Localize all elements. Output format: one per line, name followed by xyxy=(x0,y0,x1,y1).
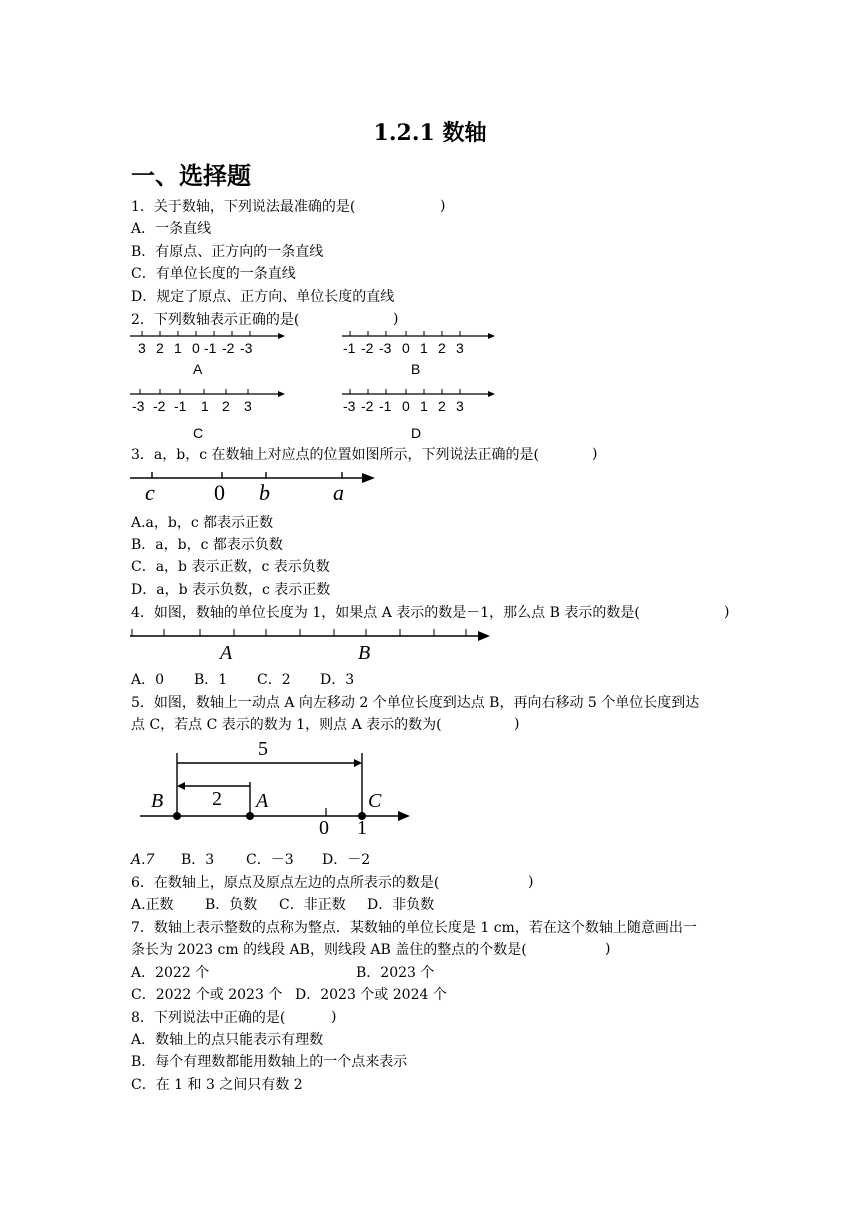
q2-a-label: 3 xyxy=(138,340,146,356)
q4-option-a: A．0 xyxy=(131,672,165,688)
q2-a-label: 2 xyxy=(156,340,164,356)
q2-c-label: -3 xyxy=(132,398,145,414)
q5-stem-line2: 点 C，若点 C 表示的数为 1，则点 A 表示的数为( xyxy=(131,717,442,733)
q2-d-label: 1 xyxy=(420,398,428,414)
q2-a-label: -1 xyxy=(204,340,217,356)
q2-b-letter: B xyxy=(411,361,421,377)
q6-options-row xyxy=(131,896,434,914)
q2-b-label: -1 xyxy=(343,340,356,356)
q2-b-label: 1 xyxy=(420,340,428,356)
q4-option-c: C．2 xyxy=(257,672,291,688)
q5-options-row xyxy=(131,851,370,869)
q5-tick-1: 1 xyxy=(357,817,367,839)
q2-c-letter: C xyxy=(193,425,204,441)
q3-label-c: c xyxy=(145,480,155,505)
q3-option-c: C．a，b 表示正数，c 表示负数 xyxy=(131,559,330,575)
q8-option-a: A．数轴上的点只能表示有理数 xyxy=(131,1032,324,1048)
q2-c-label: -1 xyxy=(174,398,187,414)
q5-label-5: 5 xyxy=(258,738,268,760)
q8-option-b: B．每个有理数都能用数轴上的一个点来表示 xyxy=(131,1054,408,1070)
q4-label-a: A xyxy=(220,642,233,664)
q3-close-paren: ) xyxy=(592,446,598,462)
q7-options-row2 xyxy=(131,986,447,1004)
q6-stem: 6．在数轴上，原点及原点左边的点所表示的数是( xyxy=(131,875,440,891)
q5-point-a: A xyxy=(256,790,269,812)
q4-options-row xyxy=(131,671,354,689)
q2-b-label: 0 xyxy=(402,340,410,356)
q6-close-paren: ) xyxy=(528,874,534,890)
q5-option-d: D．－2 xyxy=(322,852,371,868)
q2-a-label: 1 xyxy=(174,340,182,356)
q3-label-b: b xyxy=(259,480,270,505)
q4-option-d: D．3 xyxy=(320,672,355,688)
q1-option-c: C．有单位长度的一条直线 xyxy=(131,266,296,282)
q2-a-label: -2 xyxy=(222,340,235,356)
q2-b-label: 3 xyxy=(456,340,464,356)
q4-close-paren: ) xyxy=(724,604,730,620)
q2-d-label: -1 xyxy=(379,398,392,414)
q8-close-paren: ) xyxy=(331,1009,337,1025)
q5-point-b: B xyxy=(151,790,164,812)
q6-option-c: C．非正数 xyxy=(279,897,346,913)
q2-stem: 2．下列数轴表示正确的是( xyxy=(131,312,300,328)
q2-d-label: -3 xyxy=(343,398,356,414)
q5-option-b: B．3 xyxy=(181,852,215,868)
q3-label-a: a xyxy=(333,480,344,505)
q5-option-a: A.7 xyxy=(131,852,155,868)
q1-option-a: A．一条直线 xyxy=(131,221,212,237)
q2-c-label: 1 xyxy=(201,398,209,414)
q5-option-c: C．－3 xyxy=(246,852,294,868)
q3-stem: 3．a，b，c 在数轴上对应点的位置如图所示，下列说法正确的是( xyxy=(131,447,539,463)
q7-stem-line2: 条长为 2023 cm 的线段 AB，则线段 AB 盖住的整点的个数是( xyxy=(131,942,527,958)
q4-stem: 4．如图，数轴的单位长度为 1，如果点 A 表示的数是－1，那么点 B 表示的数是( xyxy=(131,605,640,621)
q8-stem: 8．下列说法中正确的是( xyxy=(131,1010,286,1026)
q1-option-d: D．规定了原点、正方向、单位长度的直线 xyxy=(131,289,395,305)
q5-close-paren: ) xyxy=(514,716,520,732)
q7-option-c: C．2022 个或 2023 个 xyxy=(131,987,283,1003)
q6-option-b: B．负数 xyxy=(205,897,258,913)
q2-b-label: -3 xyxy=(379,340,392,356)
q2-b-label: -2 xyxy=(361,340,374,356)
q2-c-label: 2 xyxy=(222,398,230,414)
q1-option-b: B．有原点、正方向的一条直线 xyxy=(131,244,324,260)
q7-option-b: B．2023 个 xyxy=(356,965,435,981)
q7-option-d: D．2023 个或 2024 个 xyxy=(295,987,447,1003)
q4-label-b: B xyxy=(358,642,371,664)
q7-stem-line1: 7．数轴上表示整数的点称为整点．某数轴的单位长度是 1 cm，若在这个数轴上随意画出一 xyxy=(131,920,697,936)
q3-option-a: A.a，b，c 都表示正数 xyxy=(131,515,274,531)
q2-d-label: 2 xyxy=(438,398,446,414)
q5-stem-line1: 5．如图，数轴上一动点 A 向左移动 2 个单位长度到达点 B，再向右移动 5 个单位长度到达 xyxy=(131,695,700,711)
q2-b-label: 2 xyxy=(438,340,446,356)
section-heading: 一、选择题 xyxy=(131,161,251,190)
q5-point-c: C xyxy=(368,790,382,812)
q3-option-d: D．a，b 表示负数，c 表示正数 xyxy=(131,582,331,598)
q2-a-label: -3 xyxy=(240,340,253,356)
q2-a-letter: A xyxy=(193,361,203,377)
q4-number-line xyxy=(128,626,494,644)
q2-d-label: 0 xyxy=(402,398,410,414)
page-title: 1.2.1 数轴 xyxy=(373,120,487,146)
q6-option-d: D．非负数 xyxy=(367,897,435,913)
q2-d-letter: D xyxy=(411,425,422,441)
q3-option-b: B．a，b，c 都表示负数 xyxy=(131,537,283,553)
q7-option-a: A．2022 个 xyxy=(131,965,210,981)
q7-close-paren: ) xyxy=(605,941,611,957)
q2-c-label: 3 xyxy=(244,398,252,414)
q5-tick-0: 0 xyxy=(319,817,329,839)
q1-stem: 1．关于数轴，下列说法最准确的是( xyxy=(131,199,356,215)
q1-close-paren: ) xyxy=(440,198,446,214)
q2-c-label: -2 xyxy=(153,398,166,414)
q2-d-label: -2 xyxy=(361,398,374,414)
q2-a-label: 0 xyxy=(192,340,200,356)
q6-option-a: A.正数 xyxy=(131,897,174,913)
q2-close-paren: ) xyxy=(393,311,399,327)
q3-label-zero: 0 xyxy=(214,480,225,505)
q2-d-label: 3 xyxy=(456,398,464,414)
q5-label-2: 2 xyxy=(212,788,222,810)
q8-option-c: C．在 1 和 3 之间只有数 2 xyxy=(131,1077,303,1093)
q4-option-b: B．1 xyxy=(194,672,228,688)
